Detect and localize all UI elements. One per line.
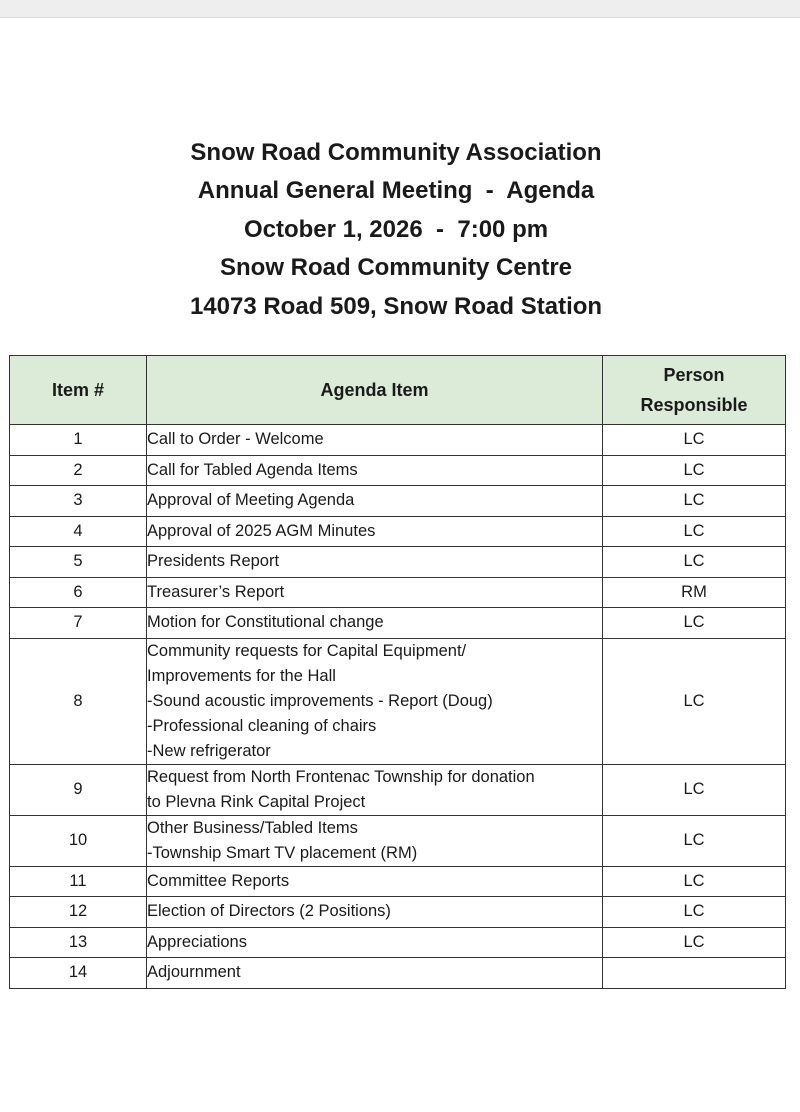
table-row xyxy=(10,815,786,866)
item-number-cell: 13 xyxy=(10,927,147,958)
agenda-item-cell xyxy=(147,638,603,764)
agenda-item-text: -Township Smart TV placement (RM) xyxy=(147,843,418,862)
table-row xyxy=(10,958,786,989)
table-row xyxy=(10,486,786,517)
table-row xyxy=(10,897,786,928)
heading-venue: Snow Road Community Centre xyxy=(219,254,573,282)
agenda-item-cell xyxy=(147,486,603,517)
agenda-item-text: to Plevna Rink Capital Project xyxy=(147,792,366,811)
agenda-item-text: Motion for Constitutional change xyxy=(147,613,384,632)
person-responsible-cell: LC xyxy=(603,455,786,486)
heading-date-time: October 1, 2026 - 7:00 pm xyxy=(243,215,549,243)
agenda-item-text: -Sound acoustic improvements - Report (Doug) xyxy=(147,691,493,710)
agenda-item-text: Call to Order - Welcome xyxy=(147,430,324,449)
document-heading xyxy=(0,134,792,326)
heading-meeting-title: Annual General Meeting - Agenda xyxy=(197,177,595,205)
item-number-cell: 11 xyxy=(10,866,147,897)
agenda-item-cell xyxy=(147,577,603,608)
agenda-item-text: Treasurer’s Report xyxy=(147,582,285,601)
agenda-table-body xyxy=(10,425,786,989)
item-number-cell: 2 xyxy=(10,455,147,486)
agenda-item-text: Appreciations xyxy=(147,932,247,951)
agenda-item-cell xyxy=(147,455,603,486)
column-header-item-number: Item # xyxy=(10,356,147,425)
column-header-person-line2: Responsible xyxy=(640,395,748,415)
table-row xyxy=(10,638,786,764)
agenda-item-cell xyxy=(147,815,603,866)
agenda-item-cell xyxy=(147,547,603,578)
agenda-item-text: Presidents Report xyxy=(147,552,280,571)
item-number-cell: 4 xyxy=(10,516,147,547)
heading-organization: Snow Road Community Association xyxy=(190,139,602,166)
agenda-item-text: Request from North Frontenac Township for donation xyxy=(147,767,535,786)
item-number-cell: 5 xyxy=(10,547,147,578)
agenda-item-text: Improvements for the Hall xyxy=(147,666,336,685)
agenda-item-cell xyxy=(147,927,603,958)
agenda-item-cell xyxy=(147,897,603,928)
item-number-cell: 1 xyxy=(10,425,147,456)
agenda-item-cell xyxy=(147,516,603,547)
person-responsible-cell: LC xyxy=(603,927,786,958)
agenda-item-cell xyxy=(147,608,603,639)
agenda-item-text: Other Business/Tabled Items xyxy=(147,818,358,837)
heading-address: 14073 Road 509, Snow Road Station xyxy=(189,292,603,320)
person-responsible-cell: LC xyxy=(603,638,786,764)
person-responsible-cell: LC xyxy=(603,547,786,578)
item-number-cell: 7 xyxy=(10,608,147,639)
agenda-item-text: Adjournment xyxy=(147,963,241,982)
column-header-person-responsible xyxy=(603,356,786,425)
agenda-item-cell xyxy=(147,958,603,989)
table-row xyxy=(10,866,786,897)
agenda-item-text: Call for Tabled Agenda Items xyxy=(147,460,358,479)
person-responsible-cell: LC xyxy=(603,516,786,547)
person-responsible-cell: LC xyxy=(603,425,786,456)
agenda-item-cell xyxy=(147,764,603,815)
agenda-item-text: Approval of 2025 AGM Minutes xyxy=(147,521,376,540)
agenda-item-cell xyxy=(147,425,603,456)
agenda-item-text: Community requests for Capital Equipment/ xyxy=(147,641,467,660)
table-row xyxy=(10,927,786,958)
item-number-cell: 3 xyxy=(10,486,147,517)
table-row xyxy=(10,608,786,639)
agenda-table-header-row xyxy=(10,356,786,425)
person-responsible-cell: LC xyxy=(603,608,786,639)
agenda-item-text: -New refrigerator xyxy=(147,741,271,760)
agenda-item-cell xyxy=(147,866,603,897)
item-number-cell: 8 xyxy=(10,638,147,764)
agenda-item-text: Election of Directors (2 Positions) xyxy=(147,902,391,921)
column-header-person-line1: Person xyxy=(663,365,725,385)
item-number-cell: 14 xyxy=(10,958,147,989)
item-number-cell: 6 xyxy=(10,577,147,608)
agenda-item-text: Approval of Meeting Agenda xyxy=(147,491,355,510)
person-responsible-cell: LC xyxy=(603,764,786,815)
table-row xyxy=(10,425,786,456)
table-row xyxy=(10,577,786,608)
person-responsible-cell: LC xyxy=(603,486,786,517)
person-responsible-cell: LC xyxy=(603,815,786,866)
agenda-table xyxy=(9,355,786,989)
person-responsible-cell: LC xyxy=(603,866,786,897)
person-responsible-cell: LC xyxy=(603,897,786,928)
item-number-cell: 9 xyxy=(10,764,147,815)
agenda-item-text: Committee Reports xyxy=(147,871,290,890)
table-row xyxy=(10,764,786,815)
person-responsible-cell: RM xyxy=(603,577,786,608)
table-row xyxy=(10,516,786,547)
agenda-item-text: -Professional cleaning of chairs xyxy=(147,716,377,735)
top-edge-strip xyxy=(0,0,800,18)
table-row xyxy=(10,455,786,486)
table-row xyxy=(10,547,786,578)
column-header-agenda-item: Agenda Item xyxy=(147,356,603,425)
item-number-cell: 10 xyxy=(10,815,147,866)
item-number-cell: 12 xyxy=(10,897,147,928)
person-responsible-cell xyxy=(603,958,786,989)
